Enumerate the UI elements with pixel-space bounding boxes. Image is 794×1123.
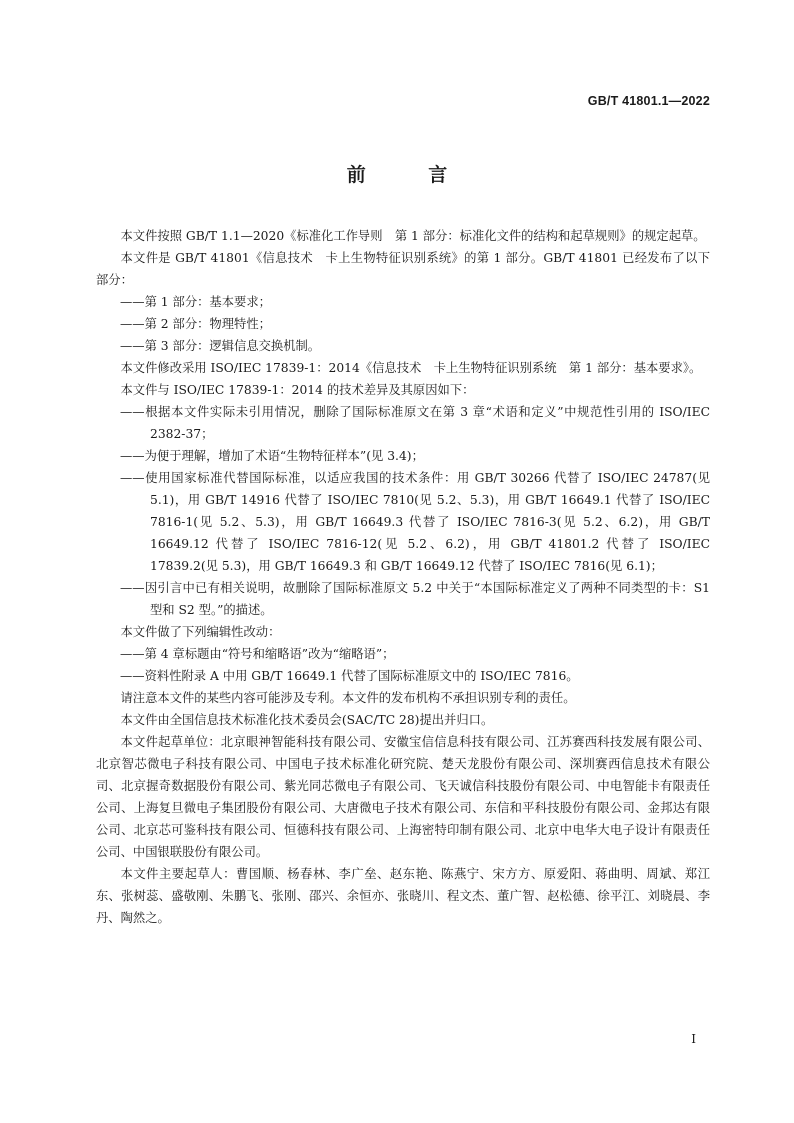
list-item: ——第 4 章标题由“符号和缩略语”改为“缩略语”； xyxy=(120,647,395,661)
paragraph: 本文件做了下列编辑性改动： xyxy=(120,625,281,639)
standard-number: GB/T 41801.1—2022 xyxy=(587,94,710,108)
list-item: ——使用国家标准代替国际标准，以适应我国的技术条件：用 GB/T 30266 代替了 ISO/IEC 24787(见 5.1)，用 GB/T 14916 代替了 ISO/IEC 7810(见 5.2、5.3)，用 GB/T 16649.1 代替了 ISO/IEC 7816-1(见 5.2、5.3)，用 GB/T 16649.3 代替了 ISO/IEC 7816-3(见 5.2、6.2)，用 GB/T 16649.12 代替了 ISO/IEC 7816-12(见 5.2、6.2)，用 GB/T 41801.2 代替了 ISO/IEC 17839.2(见 5.3)，用 GB/T 16649.3 和 GB/T 16649.12 代替了 ISO/IEC 7816(见 6.1)； xyxy=(120,471,714,573)
page-number: I xyxy=(691,1032,696,1046)
paragraph: 本文件由全国信息技术标准化技术委员会(SAC/TC 28)提出并归口。 xyxy=(120,713,494,727)
paragraph: 本文件主要起草人：曹国顺、杨春林、李广垒、赵东艳、陈燕宁、宋方方、原爱阳、蒋曲明、周斌、郑江东、张树蕊、盛敬刚、朱鹏飞、张刚、邵兴、余恒亦、张晓川、程文杰、董广智、赵松德、徐平江、刘晓晨、李丹、陶然之。 xyxy=(96,867,710,925)
foreword-body xyxy=(96,225,714,929)
list-item: ——第 2 部分：物理特性； xyxy=(120,317,271,331)
paragraph: 本文件按照 GB/T 1.1—2020《标准化工作导则 第 1 部分：标准化文件的结构和起草规则》的规定起草。 xyxy=(120,229,706,243)
paragraph: 本文件起草单位：北京眼神智能科技有限公司、安徽宝信信息科技有限公司、江苏赛西科技发展有限公司、北京智芯微电子科技有限公司、中国电子技术标准化研究院、楚天龙股份有限公司、深圳赛西信息技术有限公司、北京握奇数据股份有限公司、紫光同芯微电子有限公司、飞天诚信科技股份有限公司、中电智能卡有限责任公司、上海复旦微电子集团股份有限公司、大唐微电子技术有限公司、东信和平科技股份有限公司、金邦达有限公司、北京芯可鉴科技有限公司、恒德科技有限公司、上海密特印制有限公司、北京中电华大电子设计有限责任公司、中国银联股份有限公司。 xyxy=(96,735,710,859)
paragraph: 本文件修改采用 ISO/IEC 17839-1：2014《信息技术 卡上生物特征识别系统 第 1 部分：基本要求》。 xyxy=(120,361,702,375)
list-item: ——为便于理解，增加了术语“生物特征样本”(见 3.4)； xyxy=(120,449,424,463)
list-item: ——资料性附录 A 中用 GB/T 16649.1 代替了国际标准原文中的 ISO/IEC 7816。 xyxy=(120,669,579,683)
list-item: ——因引言中已有相关说明，故删除了国际标准原文 5.2 中关于“本国际标准定义了两种不同类型的卡：S1 型和 S2 型。”的描述。 xyxy=(120,581,714,617)
list-item: ——第 3 部分：逻辑信息交换机制。 xyxy=(120,339,321,353)
list-item: ——根据本文件实际未引用情况，删除了国际标准原文在第 3 章“术语和定义”中规范性引用的 ISO/IEC 2382-37； xyxy=(120,405,714,441)
paragraph: 本文件是 GB/T 41801《信息技术 卡上生物特征识别系统》的第 1 部分。GB/T 41801 已经发布了以下部分： xyxy=(96,251,710,287)
page-title: 前 言 xyxy=(346,164,476,186)
list-item: ——第 1 部分：基本要求； xyxy=(120,295,271,309)
paragraph: 请注意本文件的某些内容可能涉及专利。本文件的发布机构不承担识别专利的责任。 xyxy=(120,691,576,705)
paragraph: 本文件与 ISO/IEC 17839-1：2014 的技术差异及其原因如下： xyxy=(120,383,475,397)
